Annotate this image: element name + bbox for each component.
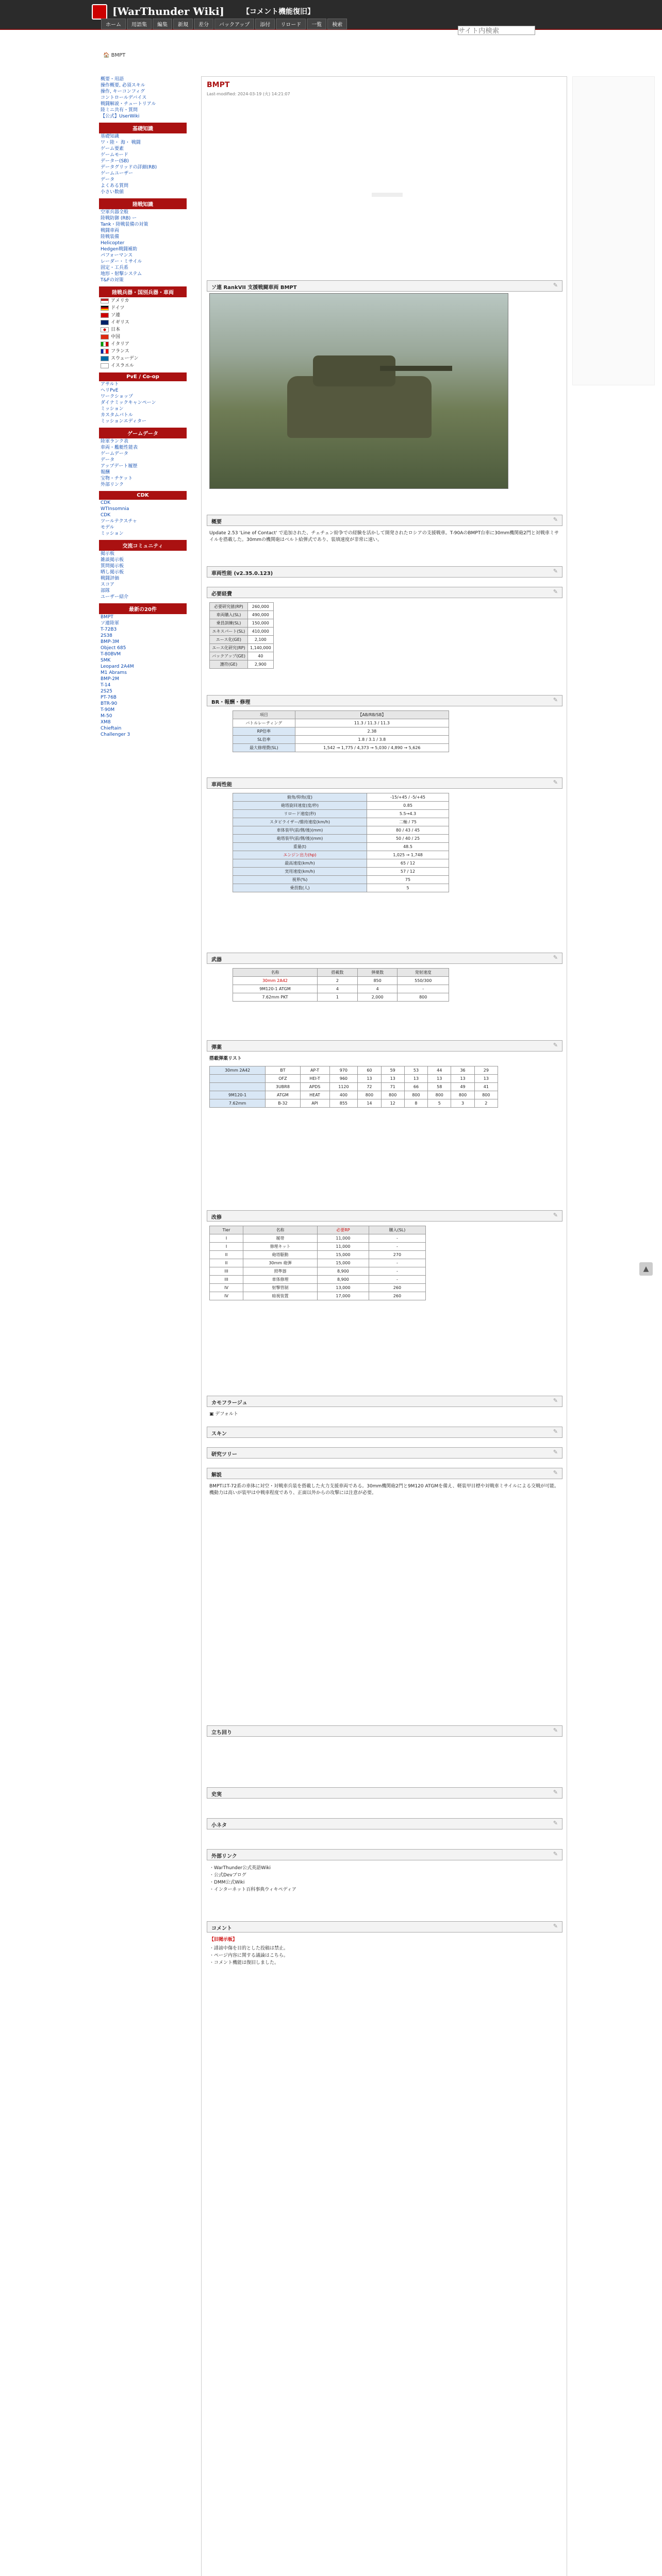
comment-rules: [209, 1945, 288, 1967]
recent-item[interactable]: XM8: [101, 720, 111, 725]
ammo-caption: 搭載弾薬リスト: [209, 1056, 242, 1061]
nation-italy[interactable]: イタリア: [99, 341, 187, 348]
sidebar-heading: 最新の20件: [99, 603, 187, 614]
nav-reload[interactable]: リロード: [276, 19, 306, 29]
sidebar-item[interactable]: データ: [101, 177, 115, 182]
site-logo[interactable]: [92, 4, 107, 20]
breadcrumb[interactable]: 🏠 BMPT: [103, 53, 126, 58]
nation-ussr[interactable]: ソ連: [99, 312, 187, 319]
sidebar-item[interactable]: ユーザー紹介: [101, 595, 129, 600]
sidebar-item[interactable]: Hedgen戦闘補助: [101, 247, 137, 252]
italy-flag-icon: [101, 342, 109, 347]
section-overview-header[interactable]: ソ連 RankVII 支援戦闘車両 BMPT ✎: [207, 280, 562, 292]
sidebar-item[interactable]: アサルト: [101, 382, 119, 387]
sidebar-heading: 基礎知識: [99, 123, 187, 133]
japan-flag-icon: [101, 327, 109, 332]
sidebar-item[interactable]: ダイナミックキャンペーン: [101, 400, 156, 405]
sidebar-item[interactable]: データ: [101, 457, 115, 463]
sidebar-item[interactable]: ゲームデータ: [101, 451, 128, 456]
recent-item[interactable]: BTR-90: [101, 701, 118, 706]
summary-text: Update 2.53 'Line of Contact' で追加された、チェチェン紛争での経験を活かして開発されたロシアの支援戦車。T-90AのBMPT台車に30mm機関砲2門と対戦車ミサイルを搭載した。30mmの機関砲はベルト給弾式であり、装填速度が非常に速い。: [209, 531, 559, 543]
sidebar-item[interactable]: コントロールデバイス: [101, 95, 147, 100]
section-camo-header[interactable]: カモフラージュ ✎: [207, 1396, 562, 1407]
comment-rule: ・ 誹謗中傷を目的とした投稿は禁止。: [209, 1945, 288, 1952]
site-search-input[interactable]: [458, 26, 535, 35]
tank-barrel: [380, 366, 452, 371]
top-nav: [101, 19, 347, 29]
notice-title[interactable]: 【コメント機能復旧】: [242, 8, 315, 16]
sidebar: [99, 76, 187, 2576]
nav-search[interactable]: 検索: [327, 19, 347, 29]
nation-france[interactable]: フランス: [99, 348, 187, 355]
edit-icon[interactable]: ✎: [553, 954, 558, 961]
sidebar-item[interactable]: 晒し掲示板: [101, 570, 124, 575]
edit-icon[interactable]: ✎: [553, 1851, 558, 1857]
sidebar-item[interactable]: 小さい数値: [101, 190, 124, 195]
sidebar-item[interactable]: ワークショップ: [101, 394, 133, 399]
section-ammo-header[interactable]: 弾薬 ✎: [207, 1040, 562, 1052]
comment-rule: ・ ページ内容に関する議論はこちら。: [209, 1952, 288, 1959]
edit-icon[interactable]: ✎: [553, 1212, 558, 1218]
sidebar-item[interactable]: ゲーム要素: [101, 146, 124, 151]
section-research-header[interactable]: 研究ツリー ✎: [207, 1447, 562, 1459]
reward-table: 必要研究値(RP) 260,000 車両購入(SL) 490,000 乗員訓練(SL) 150,000 エキスパート(SL) 410,000 エース化(GE) 2,100 エース化研究(RP) 1,140,000 バックアップ(GE) 40 護符(GE) 2,900: [209, 602, 274, 669]
section-weapon-header[interactable]: 武器 ✎: [207, 953, 562, 964]
sidebar-item[interactable]: 戦闘解説・チュートリアル: [101, 101, 156, 107]
sidebar-item[interactable]: ミッション: [101, 531, 124, 536]
sidebar-item[interactable]: モデル: [101, 525, 114, 530]
br-table: 項目 【AB/RB/SB】 バトルレーティング 11.3 / 11.3 / 11.3 RP倍率 2.38 SL倍率 1.8 / 3.1 / 3.8 最大修理費(SL) 1,542 → 1,775 / 4,373 → 5,030 / 4,890 → 5,626: [233, 710, 449, 752]
sidebar-heading: PvE / Co-op: [99, 372, 187, 381]
nation-sweden[interactable]: スウェーデン: [99, 355, 187, 362]
germany-flag-icon: [101, 306, 109, 311]
recent-item[interactable]: ソ連陸軍: [101, 621, 120, 626]
nav-glossary[interactable]: 用語集: [127, 19, 152, 29]
edit-icon[interactable]: ✎: [553, 1428, 558, 1435]
recent-item[interactable]: Chieftain: [101, 726, 122, 731]
recent-item[interactable]: BMPT: [101, 615, 113, 620]
edit-icon[interactable]: ✎: [553, 1727, 558, 1734]
sidebar-item[interactable]: よくある質問: [101, 183, 129, 189]
sidebar-item[interactable]: 質問掲示板: [101, 564, 124, 569]
recent-item[interactable]: 2S25: [101, 689, 112, 694]
recent-item[interactable]: BMP-3M: [101, 639, 119, 645]
section-summary-header[interactable]: 概要 ✎: [207, 515, 562, 526]
section-spec-header[interactable]: 車両性能 ✎: [207, 777, 562, 789]
top-bar: [0, 0, 662, 30]
nation-germany[interactable]: ドイツ: [99, 304, 187, 312]
china-flag-icon: [101, 334, 109, 340]
recent-item[interactable]: Leopard 2A4M: [101, 664, 134, 669]
usa-flag-icon: [101, 298, 109, 303]
recent-item[interactable]: M-50: [101, 714, 112, 719]
edit-icon[interactable]: ✎: [553, 697, 558, 703]
edit-icon[interactable]: ✎: [553, 1397, 558, 1404]
sidebar-heading: CDK: [99, 491, 187, 500]
site-title[interactable]: [WarThunder Wiki]: [112, 5, 225, 18]
section-reward-header[interactable]: 必要経費 ✎: [207, 587, 562, 598]
nav-backup[interactable]: バックアップ: [214, 19, 254, 29]
recent-item[interactable]: T-14: [101, 683, 111, 688]
edit-icon[interactable]: ✎: [553, 1789, 558, 1795]
right-ad-column: [572, 76, 655, 385]
weapon-table: 名称 搭載数 弾薬数 発射速度 30mm 2A42 2 850 550/300 9M120-1 ATGM 4 4 - 7.62mm PKT 1 2,000 800: [233, 968, 449, 1002]
comment-warning: 【旧掲示板】: [209, 1937, 238, 1942]
nav-attach[interactable]: 添付: [255, 19, 275, 29]
section-guide-header[interactable]: 立ち回り ✎: [207, 1725, 562, 1737]
sidebar-item[interactable]: 陸ミニ共有・質問: [101, 108, 138, 113]
external-link[interactable]: ・ WarThunder公式英語Wiki: [209, 1865, 296, 1872]
sidebar-item[interactable]: 基礎知識: [101, 134, 120, 139]
nav-diff[interactable]: 差分: [194, 19, 213, 29]
nav-edit[interactable]: 編集: [153, 19, 172, 29]
sidebar-item[interactable]: 操作, キーコンフィグ: [101, 89, 145, 94]
recent-item[interactable]: SMK: [101, 658, 111, 663]
sidebar-item[interactable]: T&Fの対策: [101, 278, 124, 283]
section-info-header[interactable]: 解説 ✎: [207, 1468, 562, 1479]
vehicle-screenshot: [209, 293, 508, 489]
sidebar-item[interactable]: データー(SB): [101, 159, 129, 164]
sidebar-item[interactable]: ゲームモード: [101, 152, 128, 158]
spec-table: 俯角/仰角(度) -15/+45 / -5/+45 砲塔旋回速度(度/秒) 0.85 リロード速度(秒) 5.5→4.3 スタビライザー/維持速度(km/h) 二軸 / 75 車体装甲(前/側/後)(mm) 80 / 43 / 45 砲塔装甲(前/側/後)(mm) 50 / 40 / 25 重量(t) 48.5 エンジン出力(hp) 1,025 → 1,748 最高速度(km/h) 65 / 12 実用速度(km/h) 57 / 12 視界(%) 75 乗員数(人) 5: [233, 793, 449, 892]
sidebar-item[interactable]: スコア: [101, 582, 115, 587]
edit-icon[interactable]: ✎: [553, 1923, 558, 1929]
recent-item[interactable]: 2S38: [101, 633, 112, 638]
scroll-top-icon[interactable]: ▲: [639, 1262, 653, 1276]
nation-japan[interactable]: 日本: [99, 326, 187, 333]
recent-item[interactable]: Challenger 3: [101, 732, 130, 737]
recent-item[interactable]: M1 Abrams: [101, 670, 127, 675]
edit-icon[interactable]: ✎: [553, 588, 558, 595]
edit-icon[interactable]: ✎: [553, 779, 558, 786]
sidebar-heading: 陸戦兵器・国別兵器・車両: [99, 286, 187, 297]
sidebar-item[interactable]: ミッションエディター: [101, 419, 146, 424]
sidebar-item[interactable]: CDK: [101, 513, 111, 518]
edit-icon[interactable]: ✎: [553, 1449, 558, 1455]
ussr-flag-icon: [101, 313, 109, 318]
sidebar-item[interactable]: 陸軍ランク表: [101, 439, 128, 444]
external-link[interactable]: ・ DMM公式Wiki: [209, 1879, 296, 1886]
sidebar-item[interactable]: カスタムバトル: [101, 413, 133, 418]
sidebar-item[interactable]: 車両・艦艇性能表: [101, 445, 138, 450]
external-link[interactable]: ・ 公式Devブログ: [209, 1872, 296, 1879]
sidebar-item[interactable]: 戦闘評価: [101, 576, 120, 581]
sidebar-item[interactable]: 陸戦装備: [101, 234, 120, 240]
edit-icon[interactable]: ✎: [553, 1042, 558, 1048]
recent-item[interactable]: T-90M: [101, 707, 115, 713]
recent-item[interactable]: T-72B3: [101, 627, 117, 632]
sidebar-item[interactable]: 戦闘車両: [101, 228, 120, 233]
main-content: [201, 76, 567, 2576]
sidebar-item[interactable]: 地形・射撃システム: [101, 272, 142, 277]
section-br-header[interactable]: BR・報酬・修理 ✎: [207, 695, 562, 706]
mods-table: Tier 名称 必要RP 購入(SL) I 履帯 11,000 - I 修理キット 11,000 - II 砲塔駆動 15,000 270 II 30mm 砲弾 15,000 - III 照準器 8,900 - III 車体修理 8,900 - IV 射撃管制 13,000 260 IV 暗視装置 17,000 260: [209, 1226, 426, 1300]
sidebar-item[interactable]: CDK: [101, 500, 111, 505]
sidebar-item[interactable]: WTInsomnia: [101, 506, 129, 512]
sidebar-item[interactable]: データグリッドの詳細(RB): [101, 165, 157, 170]
sidebar-item[interactable]: 宝物・チケット: [101, 476, 133, 481]
sidebar-item[interactable]: 【公式】UserWiki: [101, 114, 140, 119]
sidebar-heading: 交流コミュニティ: [99, 540, 187, 551]
section-links-header[interactable]: 外部リンク ✎: [207, 1849, 562, 1860]
comment-rule: ・ コメント機能は復旧しました。: [209, 1959, 288, 1967]
edit-icon[interactable]: ✎: [553, 568, 558, 574]
edit-icon[interactable]: ✎: [553, 282, 558, 289]
nation-uk[interactable]: イギリス: [99, 319, 187, 326]
external-links: [209, 1865, 296, 1893]
uk-flag-icon: [101, 320, 109, 325]
sidebar-item[interactable]: Tank・陸戦装備の対策: [101, 222, 148, 227]
sidebar-item[interactable]: パフォーマンス: [101, 253, 133, 258]
nav-new[interactable]: 新規: [173, 19, 193, 29]
sidebar-heading: ゲームデータ: [99, 428, 187, 438]
nav-home[interactable]: ホーム: [101, 19, 126, 29]
nation-usa[interactable]: アメリカ: [99, 297, 187, 304]
israel-flag-icon: [101, 363, 109, 368]
edit-icon[interactable]: ✎: [553, 516, 558, 523]
recent-item[interactable]: Object 685: [101, 646, 126, 651]
sidebar-item[interactable]: 陸戦防御 (RB) ー: [101, 216, 137, 221]
sidebar-item[interactable]: Helicopter: [101, 241, 125, 246]
sidebar-item[interactable]: ミッション: [101, 406, 124, 412]
edit-icon[interactable]: ✎: [553, 1469, 558, 1476]
info-text: BMPTはT-72系の車体に対空・対戦車兵装を搭載した火力支援車両である。30mm機関砲2門と9M120 ATGMを備え、軽装甲目標や対戦車ミサイルによる交戦が可能。機動力は高いが装甲は中戦車程度であり、正面以外からの攻撃には注意が必要。: [209, 1484, 559, 1496]
nation-china[interactable]: 中国: [99, 333, 187, 341]
sidebar-heading: 陸戦知識: [99, 198, 187, 209]
ad-placeholder: [372, 193, 403, 197]
edit-icon[interactable]: ✎: [553, 1820, 558, 1826]
sidebar-item[interactable]: ツールテクスチャ: [101, 519, 137, 524]
section-mods-header[interactable]: 改修 ✎: [207, 1210, 562, 1222]
sidebar-item[interactable]: 部隊: [101, 588, 110, 594]
last-modified: Last-modified: 2024-03-19 (火) 14:21:07: [207, 92, 290, 96]
recent-item[interactable]: BMP-2M: [101, 676, 119, 682]
sidebar-item[interactable]: アップデート履歴: [101, 464, 138, 469]
recent-item[interactable]: T-80BVM: [101, 652, 121, 657]
sidebar-item[interactable]: ヘリPvE: [101, 388, 119, 393]
sidebar-item[interactable]: 外部リンク: [101, 482, 124, 487]
sweden-flag-icon: [101, 356, 109, 361]
section-media-header[interactable]: 小ネタ ✎: [207, 1818, 562, 1829]
external-link[interactable]: ・ インターネット百科事典ウィキペディア: [209, 1886, 296, 1893]
sidebar-item[interactable]: 操作概要, 必須スキル: [101, 83, 145, 88]
sidebar-item[interactable]: 概要・用語: [101, 77, 124, 82]
section-comment-header[interactable]: コメント ✎: [207, 1921, 562, 1933]
sidebar-item[interactable]: 報酬: [101, 470, 110, 475]
ammo-table: 30mm 2A42 BT AP-T 970 60 59 53 44 36 29 OFZ HEI-T 960 13 13 13 13 13 13 3UBR8 APDS 1120 72 71 66 58 49 41 9M120-1 ATGM HEAT 400 800 800 800 800 800 800 7.62mm B-32 API 855 14 12 8 5 3 2: [209, 1066, 498, 1108]
section-history-header[interactable]: 史実 ✎: [207, 1787, 562, 1799]
camo-default[interactable]: ▣ デフォルト: [209, 1412, 238, 1417]
recent-item[interactable]: PT-76B: [101, 695, 117, 700]
sidebar-item[interactable]: 固定・工兵系: [101, 265, 129, 270]
sidebar-item[interactable]: レーダー・ミサイル: [101, 259, 142, 264]
nation-israel[interactable]: イスラエル: [99, 362, 187, 369]
section-skin-header[interactable]: スキン ✎: [207, 1427, 562, 1438]
france-flag-icon: [101, 349, 109, 354]
section-version-header[interactable]: 車両性能 (v2.35.0.123) ✎: [207, 566, 562, 578]
page-title: BMPT: [207, 81, 230, 89]
sidebar-item[interactable]: ゲームユーザー: [101, 171, 134, 176]
sidebar-item[interactable]: 掲示板: [101, 551, 115, 556]
sidebar-item[interactable]: 雑談掲示板: [101, 557, 124, 563]
tank-turret: [313, 355, 395, 386]
nav-list[interactable]: 一覧: [307, 19, 326, 29]
sidebar-item[interactable]: ワ・陸・ 海・ 戦闘: [101, 140, 141, 145]
sidebar-item[interactable]: 空軍兵器全般: [101, 210, 129, 215]
